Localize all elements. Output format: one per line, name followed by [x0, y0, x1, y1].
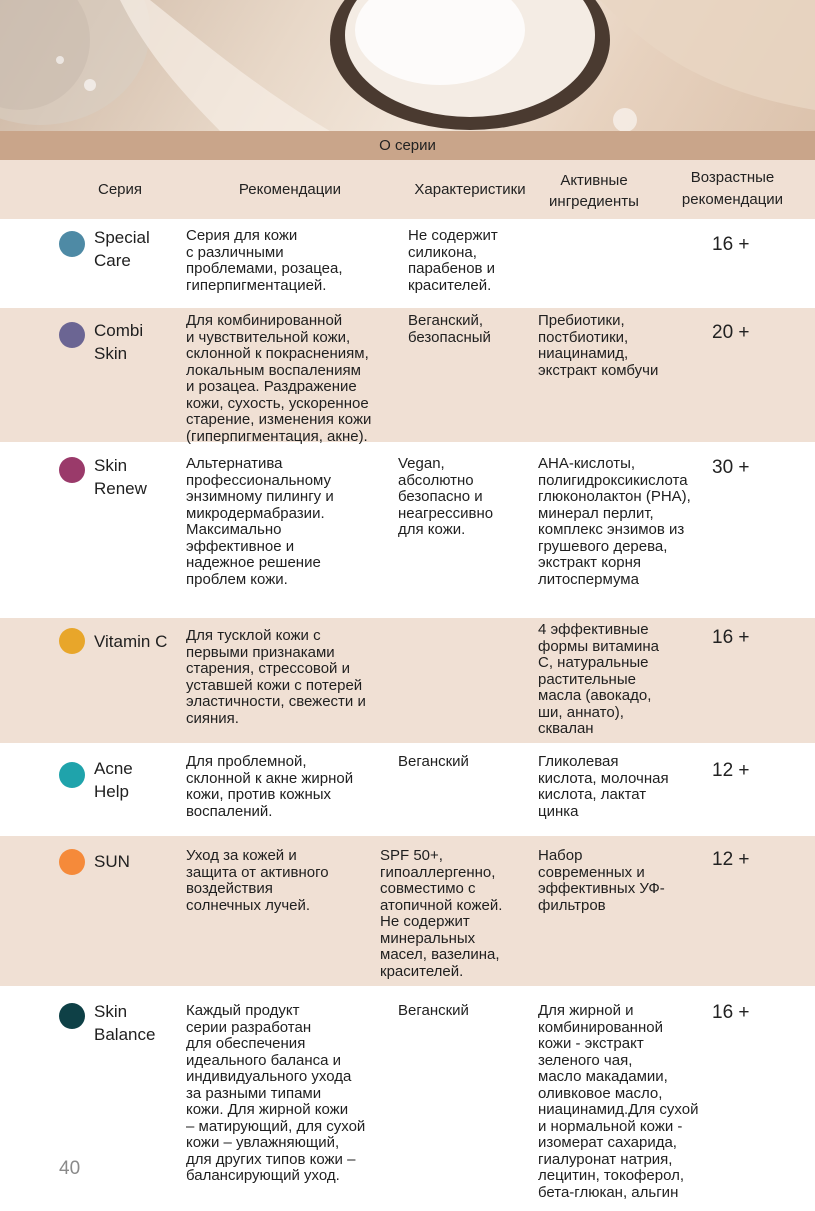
hero-image: [0, 0, 815, 131]
recommendations-cell: Для проблемной, склонной к акне жирной кожи, против кожных воспалений.: [186, 753, 354, 820]
ingredients-cell: Для жирной и комбинированной кожи - экстракт зеленого чая, масло макадамии, оливковое масло, ниацинамид.Для сухой и нормальной кожи - изомерат сахарида, гиалуронат натрия, лецитин, токоферол, бета-глюкан, альгин: [538, 1002, 699, 1201]
characteristics-cell: Веганский, безопасный: [408, 312, 491, 346]
recommendations-cell: Уход за кожей и защита от активного воздействия солнечных лучей.: [186, 847, 329, 914]
recommendations-cell: Для комбинированной и чувствительной кожи, склонной к покраснениям, локальным воспалениям и розацеа. Раздражение кожи, сухость, ускоренное старение, изменения кожи (гиперпигментация, акне).: [186, 312, 372, 445]
characteristics-cell: Vegan, абсолютно безопасно и неагрессивно для кожи.: [398, 455, 494, 538]
table-row: [0, 986, 815, 1211]
series-color-dot: [59, 457, 85, 483]
series-color-dot: [59, 762, 85, 788]
ingredients-cell: Набор современных и эффективных УФ- фильтров: [538, 847, 665, 914]
table-row: [0, 836, 815, 986]
series-name: Skin Balance: [94, 1002, 156, 1044]
characteristics-cell: Не содержит силикона, парабенов и красителей.: [408, 227, 498, 294]
age-cell: 12 +: [712, 849, 750, 870]
characteristics-cell: SPF 50+, гипоаллергенно, совместимо с атопичной кожей. Не содержит минеральных масел, вазелина, красителей.: [380, 847, 503, 980]
recommendations-cell: Альтернатива профессиональному энзимному пилингу и микродермабразии. Максимально эффективное и надежное решение проблем кожи.: [186, 455, 334, 588]
age-cell: 16 +: [712, 1002, 750, 1023]
section-title: О серии: [0, 131, 815, 160]
header-age: Возрастные рекомендации: [681, 169, 784, 208]
series-color-dot: [59, 849, 85, 875]
table-header: [0, 160, 815, 219]
series-color-dot: [59, 628, 85, 654]
series-color-dot: [59, 1003, 85, 1029]
recommendations-cell: Серия для кожи с различными проблемами, розацеа, гиперпигментацией.: [186, 227, 343, 294]
table-row: [0, 219, 815, 308]
ingredients-cell: АНА-кислоты, полигидроксикислота глюконолактон (PHA), минерал перлит, комплекс энзимов из грушевого дерева, экстракт корня литоспермума: [538, 455, 691, 588]
ingredients-cell: 4 эффективные формы витамина C, натуральные растительные масла (авокадо, ши, аннато), сквалан: [538, 621, 659, 737]
series-name: Special Care: [94, 228, 150, 270]
series-name: SUN: [94, 852, 130, 871]
recommendations-cell: Для тусклой кожи с первыми признаками старения, стрессовой и уставшей кожи с потерей эластичности, свежести и сияния.: [186, 627, 366, 727]
series-name: Vitamin C: [94, 632, 168, 651]
age-cell: 16 +: [712, 627, 750, 648]
header-series: Серия: [97, 181, 143, 198]
table-row: [0, 743, 815, 836]
series-color-dot: [59, 231, 85, 257]
series-color-dot: [59, 322, 85, 348]
series-name: Combi Skin: [94, 321, 144, 363]
ingredients-cell: Пребиотики, постбиотики, ниацинамид, экстракт комбучи: [538, 312, 659, 379]
series-name: Acne Help: [94, 759, 133, 801]
header-characteristics: Характеристики: [414, 181, 526, 198]
characteristics-cell: Веганский: [398, 753, 469, 770]
age-cell: 20 +: [712, 322, 750, 343]
header-ingredients: Активные ингредиенты: [549, 172, 639, 210]
page-number: 40: [59, 1158, 81, 1179]
table-row: [0, 442, 815, 618]
header-recommendations: Рекомендации: [238, 181, 342, 198]
age-cell: 16 +: [712, 234, 750, 255]
age-cell: 12 +: [712, 760, 750, 781]
table-row: [0, 308, 815, 445]
cosmetic-texture-illustration: [0, 0, 815, 131]
age-cell: 30 +: [712, 457, 750, 478]
recommendations-cell: Каждый продукт серии разработан для обеспечения идеального баланса и индивидуального ухода за разными типами кожи. Для жирной кожи – матирующий, для сухой кожи – увлажняющий, для других типов кожи – балансирующий уход.: [186, 1002, 366, 1184]
series-name: Skin Renew: [94, 456, 147, 498]
characteristics-cell: Веганский: [398, 1002, 469, 1019]
table-row: [0, 618, 815, 743]
ingredients-cell: Гликолевая кислота, молочная кислота, лактат цинка: [538, 753, 669, 820]
